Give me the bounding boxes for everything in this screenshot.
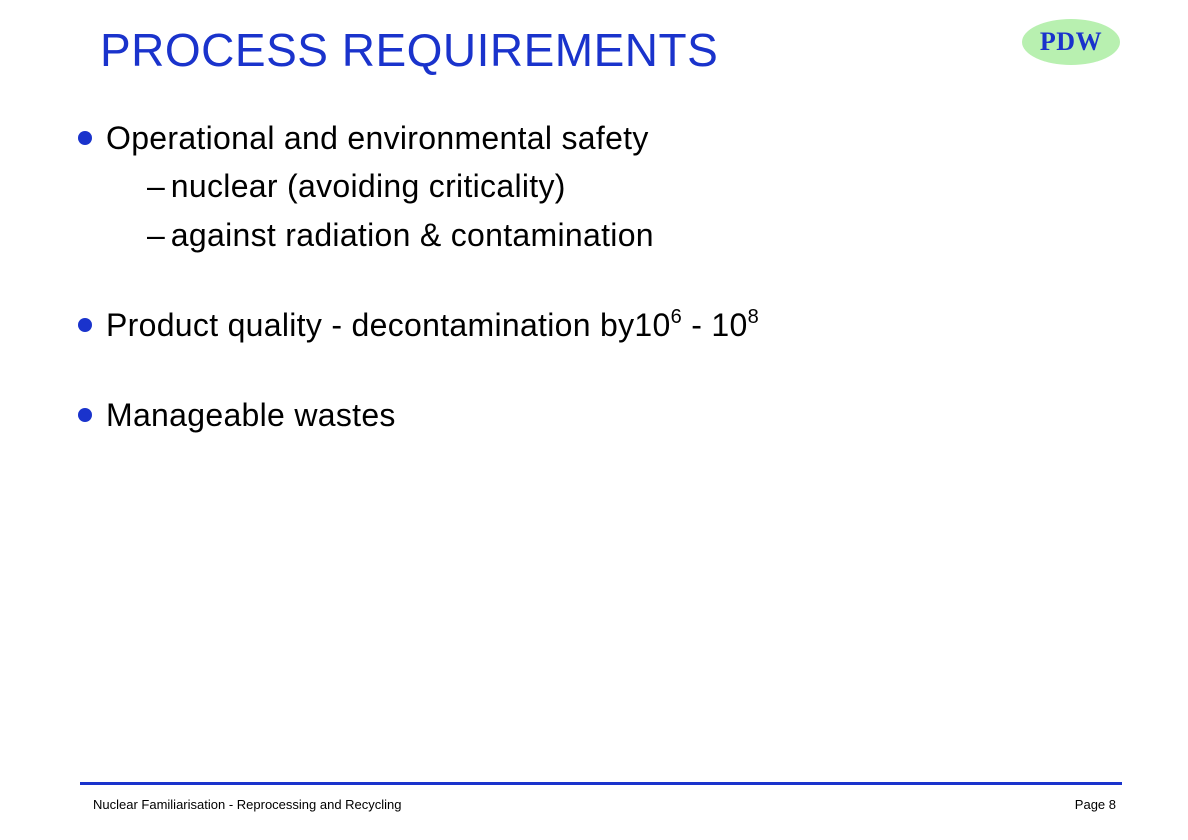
bullet-item [78,116,649,160]
page-number: Page 8 [1074,797,1116,812]
dash-icon: – [147,168,165,204]
bullet-dot-icon [78,408,92,422]
sub-bullet-item [147,213,654,257]
bullet-text: Operational and environmental safety [106,120,649,156]
bullet-item [78,393,396,437]
exponent: 6 [670,306,683,328]
bullet-text-part: - 10 [682,307,748,343]
exponent: 8 [747,306,760,328]
footer-title: Nuclear Familiarisation - Reprocessing and Recycling [93,797,402,812]
bullet-item [78,303,759,347]
bullet-dot-icon [78,131,92,145]
pdw-logo-text: PDW [1039,27,1103,56]
slide-title: PROCESS REQUIREMENTS [100,24,719,76]
footer-divider [80,782,1122,785]
sub-bullet-text: against radiation & contamination [170,217,654,253]
sub-bullet-text: nuclear (avoiding criticality) [170,168,566,204]
bullet-text: Manageable wastes [106,397,396,433]
bullet-text [106,303,759,347]
pdw-logo [1022,19,1120,65]
bullet-dot-icon [78,318,92,332]
dash-icon: – [147,217,165,253]
sub-bullet-item [147,164,566,208]
bullet-text-part: Product quality - decontamination by10 [106,307,671,343]
